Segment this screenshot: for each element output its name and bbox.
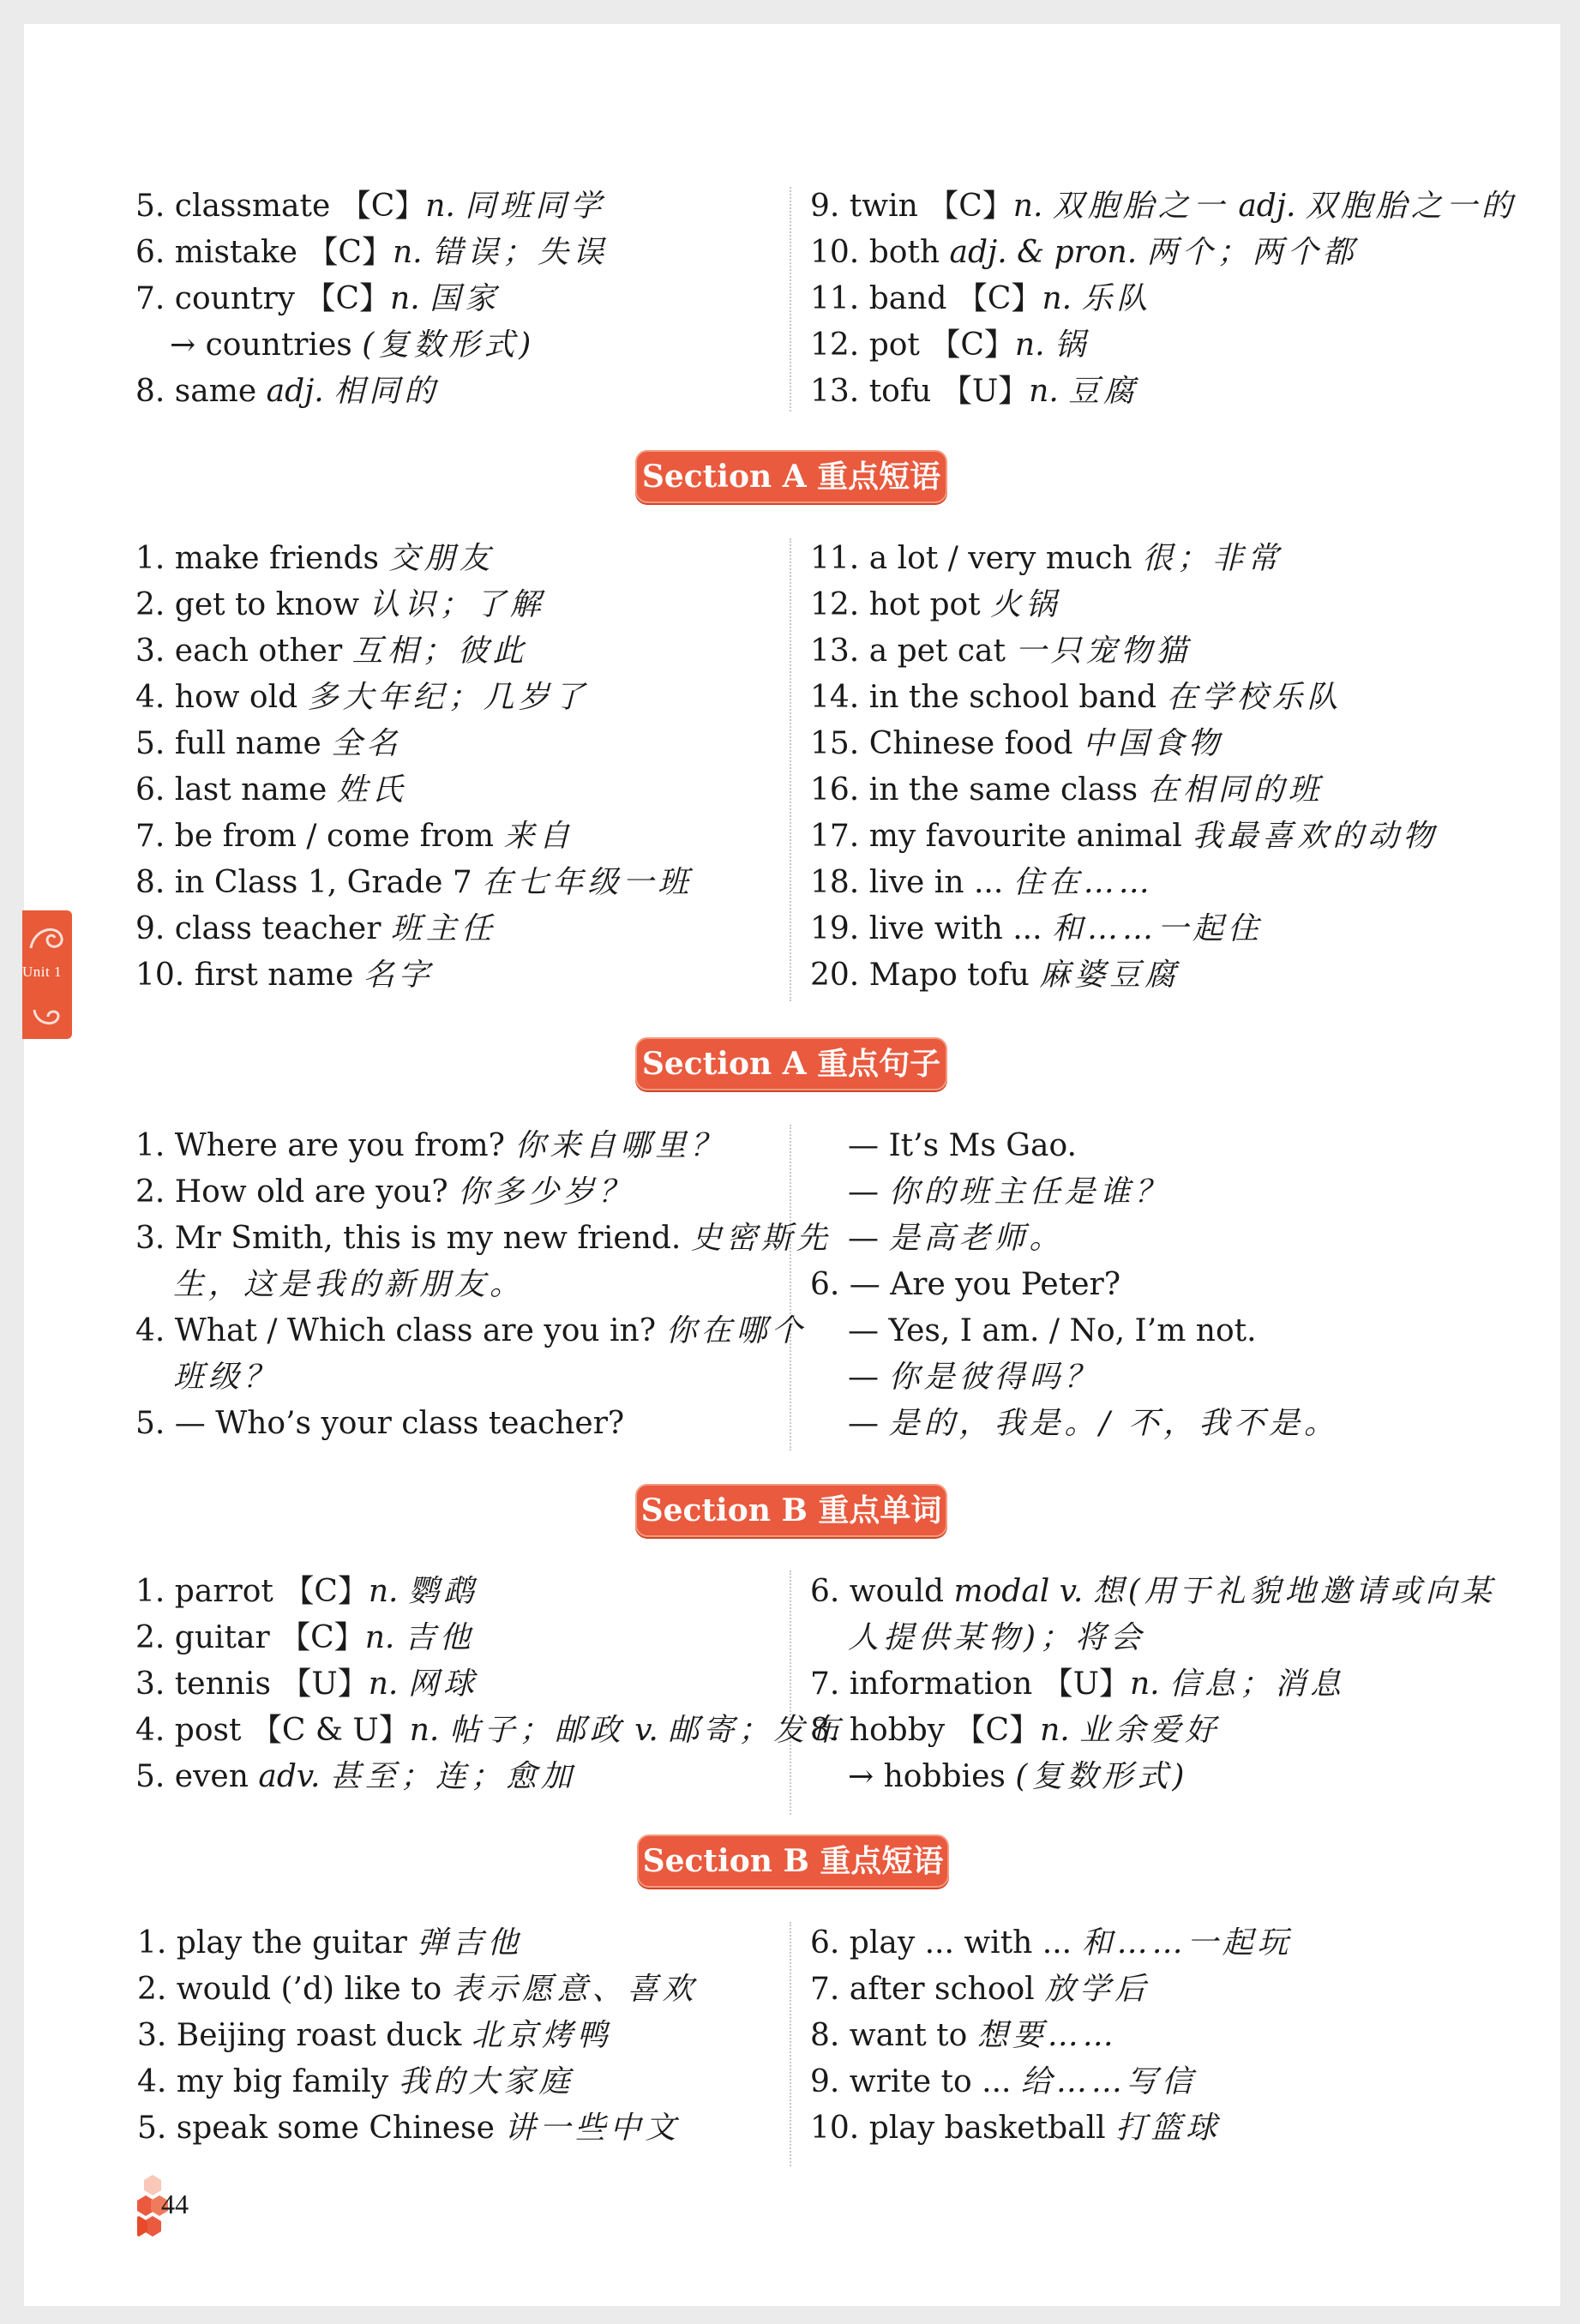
- phrase-item: 20. Mapo tofu 麻婆豆腐: [810, 958, 1180, 993]
- sentence-item: 5. — Who’s your class teacher?: [135, 1406, 625, 1441]
- phrase-item: 1. play the guitar 弹吉他: [137, 1925, 523, 1961]
- phrase-item: 14. in the school band 在学校乐队: [810, 680, 1343, 715]
- vocab-item: 11. band 【C】n. 乐队: [810, 281, 1152, 316]
- vocab-item: 5. even adv. 甚至；连；愈加: [135, 1759, 576, 1794]
- vocab-item: 13. tofu 【U】n. 豆腐: [810, 374, 1139, 409]
- phrase-item: 9. class teacher 班主任: [135, 911, 496, 946]
- phrase-item: 1. make friends 交朋友: [135, 541, 495, 576]
- section-a-sentences-banner: Section A 重点句子: [635, 1037, 947, 1090]
- sentence-item: 6. — Are you Peter?: [810, 1267, 1121, 1302]
- phrase-item: 3. each other 互相；彼此: [135, 634, 528, 669]
- phrase-item: 10. first name 名字: [135, 958, 434, 993]
- unit-tab-label: Unit 1: [22, 964, 62, 980]
- phrase-item: 18. live in ... 住在……: [810, 865, 1154, 900]
- vocab-item: → hobbies (复数形式): [848, 1759, 1189, 1794]
- sentence-item: — Yes, I am. / No, I’m not.: [848, 1313, 1257, 1348]
- phrase-item: 9. write to ... 给……写信: [810, 2064, 1197, 2099]
- swirl-ornament-icon: [26, 919, 67, 957]
- sentence-item: 生，这是我的新朋友。: [173, 1267, 526, 1302]
- phrase-item: 6. play ... with ... 和……一起玩: [810, 1925, 1293, 1961]
- phrase-item: 10. play basketball 打篮球: [810, 2111, 1222, 2146]
- vocab-item: 人提供某物)；将会: [848, 1620, 1146, 1655]
- section-a-sentences-left: [135, 1123, 832, 1447]
- unit-tab[interactable]: [22, 910, 72, 1039]
- sentence-item: — 你的班主任是谁？: [848, 1174, 1170, 1210]
- vocab-item: 1. parrot 【C】n. 鹦鹉: [135, 1574, 478, 1609]
- sentence-item: 班级？: [173, 1360, 279, 1395]
- phrase-item: 4. how old 多大年纪；几岁了: [135, 680, 589, 715]
- section-b-phrases-left: [137, 1920, 772, 2152]
- section-a-phrases-right: [810, 536, 1462, 999]
- sentence-item: 1. Where are you from? 你来自哪里？: [135, 1128, 726, 1163]
- phrase-item: 4. my big family 我的大家庭: [137, 2064, 574, 2099]
- vocab-item: 6. would modal v. 想(用于礼貌地邀请或向某: [810, 1574, 1496, 1609]
- sentence-item: — It’s Ms Gao.: [848, 1128, 1077, 1163]
- phrase-item: 2. get to know 认识；了解: [135, 587, 545, 622]
- phrase-item: 8. in Class 1, Grade 7 在七年级一班: [135, 865, 694, 900]
- phrase-item: 13. a pet cat 一只宠物猫: [810, 634, 1192, 669]
- column-divider: [790, 187, 791, 411]
- column-divider: [790, 1570, 791, 1815]
- vocab-item: 10. both adj. & pron. 两个；两个都: [810, 235, 1358, 270]
- column-divider: [790, 1125, 791, 1450]
- sentence-item: 2. How old are you? 你多少岁？: [135, 1174, 634, 1210]
- vocab-item: → countries (复数形式): [170, 327, 536, 363]
- section-b-words-right: [810, 1569, 1496, 1800]
- vocab-item: 6. mistake 【C】n. 错误；失误: [135, 235, 609, 270]
- vocab-item: 12. pot 【C】n. 锅: [810, 327, 1090, 363]
- sentence-item: — 你是彼得吗？: [848, 1360, 1100, 1395]
- swirl-ornament-icon: [31, 1005, 63, 1030]
- vocab-item: 2. guitar 【C】n. 吉他: [135, 1620, 475, 1655]
- column-divider: [790, 1922, 791, 2166]
- section-a-phrases-left: [135, 536, 770, 999]
- vocab-item: 3. tennis 【U】n. 网球: [135, 1666, 478, 1702]
- column-divider: [790, 538, 791, 1001]
- phrase-item: 2. would (’d) like to 表示愿意、喜欢: [137, 1972, 698, 2007]
- phrase-item: 11. a lot / very much 很；非常: [810, 541, 1283, 576]
- sentence-item: 4. What / Which class are you in? 你在哪个: [135, 1313, 807, 1348]
- vocab-item: 7. information 【U】n. 信息；消息: [810, 1666, 1346, 1702]
- phrase-item: 3. Beijing roast duck 北京烤鸭: [137, 2018, 612, 2053]
- phrase-item: 6. last name 姓氏: [135, 772, 407, 808]
- vocab-item: 4. post 【C & U】n. 帖子；邮政 v. 邮寄；发布: [135, 1713, 844, 1748]
- section-b-words-banner: Section B 重点单词: [635, 1484, 947, 1537]
- phrase-item: 17. my favourite animal 我最喜欢的动物: [810, 819, 1439, 854]
- vocab-item: 7. country 【C】n. 国家: [135, 281, 501, 316]
- vocab-item: 8. same adj. 相同的: [135, 374, 440, 409]
- section-b-phrases-banner: Section B 重点短语: [637, 1835, 949, 1888]
- phrase-item: 7. be from / come from 来自: [135, 819, 574, 854]
- vocab-item: 8. hobby 【C】n. 业余爱好: [810, 1713, 1221, 1748]
- section-b-words-left: [135, 1569, 844, 1800]
- vocab-top-right: [810, 183, 1517, 415]
- phrase-item: 16. in the same class 在相同的班: [810, 772, 1324, 808]
- sentence-item: 3. Mr Smith, this is my new friend. 史密斯先: [135, 1221, 832, 1256]
- sentence-item: — 是的，我是。/ 不，我不是。: [848, 1406, 1340, 1441]
- phrase-item: 5. speak some Chinese 讲一些中文: [137, 2111, 681, 2146]
- phrase-item: 19. live with ... 和……一起住: [810, 911, 1264, 946]
- vocab-item: 9. twin 【C】n. 双胞胎之一 adj. 双胞胎之一的: [810, 189, 1517, 224]
- vocab-top-left: [135, 183, 770, 415]
- page-number: 44: [161, 2189, 189, 2219]
- phrase-item: 15. Chinese food 中国食物: [810, 726, 1223, 761]
- vocab-item: 5. classmate 【C】n. 同班同学: [135, 189, 606, 224]
- phrase-item: 7. after school 放学后: [810, 1972, 1150, 2007]
- phrase-item: 8. want to 想要……: [810, 2018, 1118, 2053]
- phrase-item: 12. hot pot 火锅: [810, 587, 1061, 622]
- sentence-item: — 是高老师。: [848, 1221, 1065, 1256]
- section-b-phrases-right: [810, 1920, 1462, 2152]
- section-a-phrases-banner: Section A 重点短语: [635, 450, 947, 503]
- phrase-item: 5. full name 全名: [135, 726, 402, 761]
- section-a-sentences-right: [810, 1123, 1462, 1447]
